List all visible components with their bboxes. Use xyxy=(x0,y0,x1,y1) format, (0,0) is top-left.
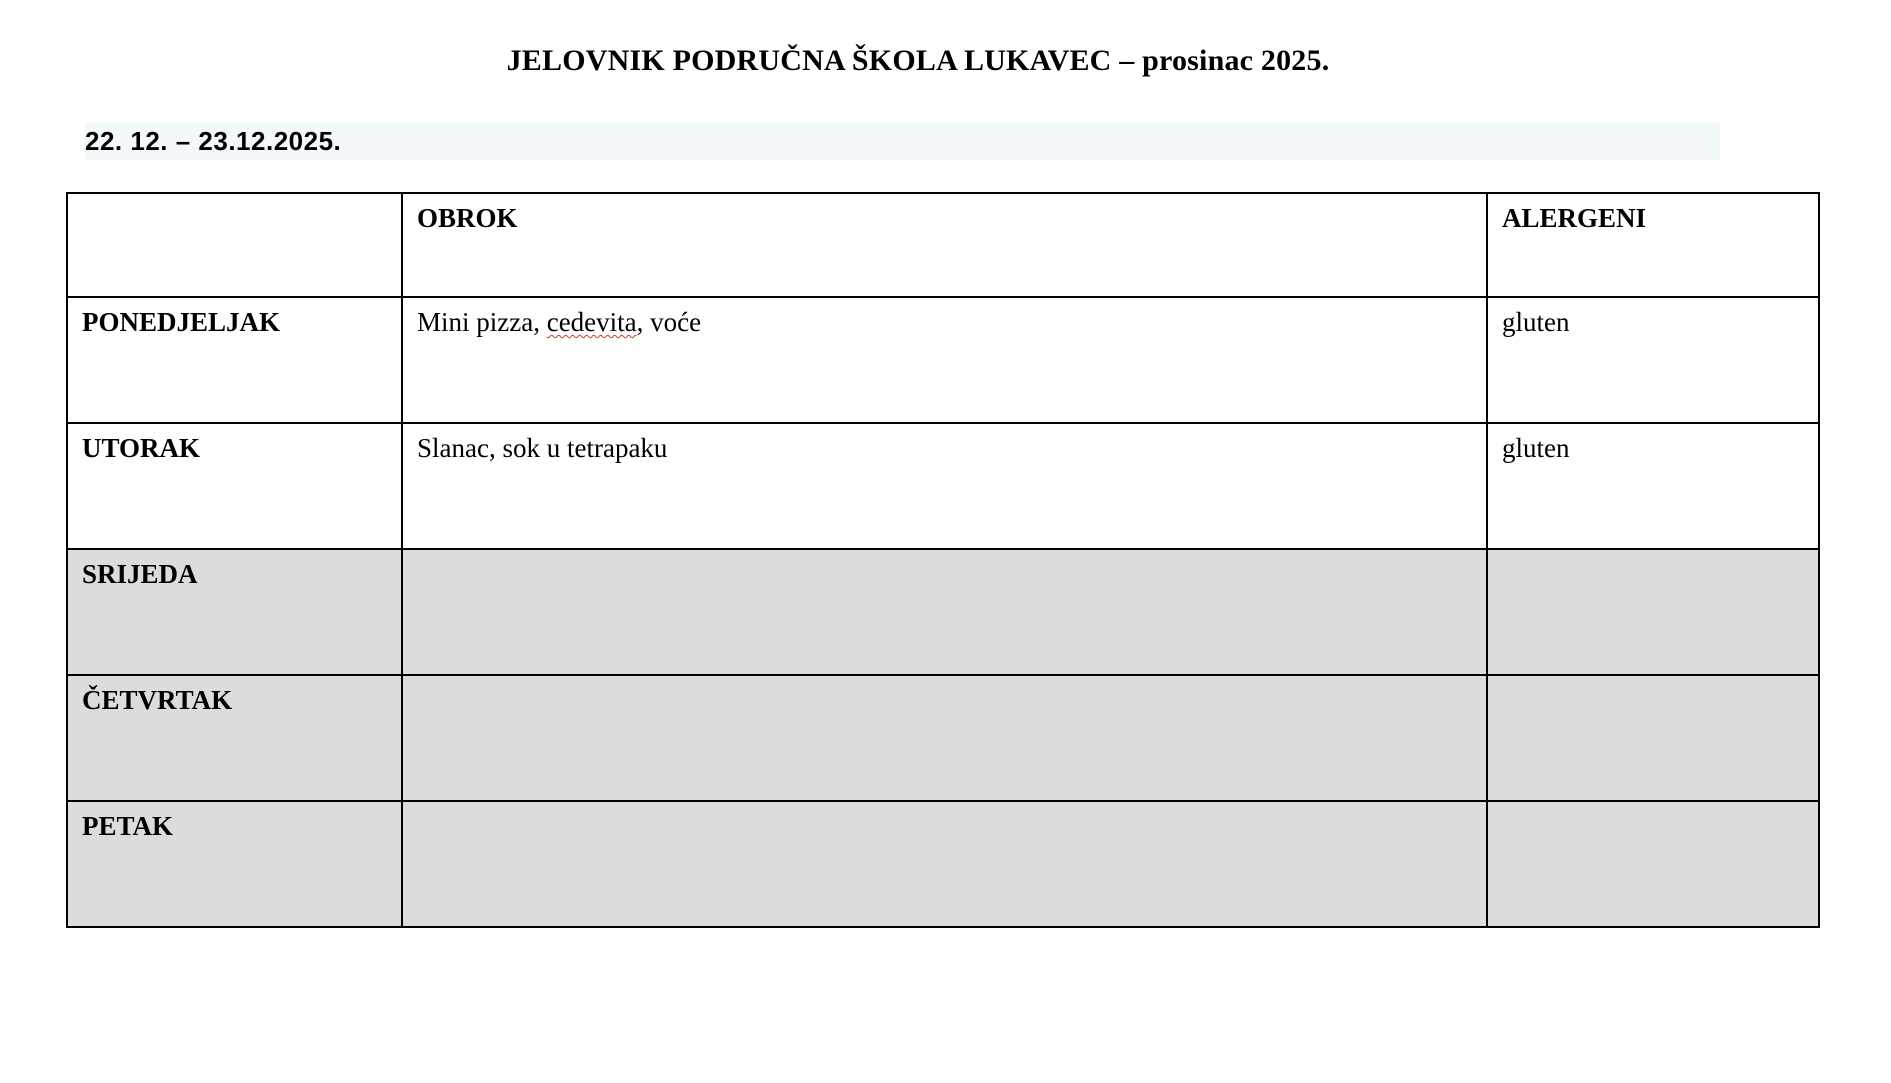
table-row xyxy=(67,297,1819,423)
meal-text-suffix: , voće xyxy=(636,307,702,337)
allergen-cell-tuesday: gluten xyxy=(1487,423,1819,549)
day-label-wednesday: SRIJEDA xyxy=(67,549,402,675)
day-label-thursday: ČETVRTAK xyxy=(67,675,402,801)
meal-cell-thursday xyxy=(402,675,1487,801)
allergen-cell-wednesday xyxy=(1487,549,1819,675)
page-title: JELOVNIK PODRUČNA ŠKOLA LUKAVEC – prosinac 2025. xyxy=(506,44,1330,77)
header-meal-column: OBROK xyxy=(402,193,1487,297)
date-range-text: 22. 12. – 23.12.2025. xyxy=(85,125,342,156)
table-header-row xyxy=(67,193,1819,297)
day-label-monday: PONEDJELJAK xyxy=(67,297,402,423)
allergen-cell-monday: gluten xyxy=(1487,297,1819,423)
allergen-cell-thursday xyxy=(1487,675,1819,801)
date-range-highlight xyxy=(85,122,1720,160)
menu-table xyxy=(66,192,1820,928)
meal-cell-monday xyxy=(402,297,1487,423)
allergen-cell-friday xyxy=(1487,801,1819,927)
day-label-friday: PETAK xyxy=(67,801,402,927)
meal-cell-wednesday xyxy=(402,549,1487,675)
meal-cell-tuesday: Slanac, sok u tetrapaku xyxy=(402,423,1487,549)
table-row xyxy=(67,801,1819,927)
table-row xyxy=(67,549,1819,675)
meal-cell-friday xyxy=(402,801,1487,927)
meal-text-spellcheck: cedevita xyxy=(546,307,637,337)
meal-text-prefix: Mini pizza, xyxy=(417,307,547,337)
table-row xyxy=(67,675,1819,801)
header-allergen-column: ALERGENI xyxy=(1487,193,1819,297)
day-label-tuesday: UTORAK xyxy=(67,423,402,549)
table-row xyxy=(67,423,1819,549)
header-day-column xyxy=(67,193,402,297)
